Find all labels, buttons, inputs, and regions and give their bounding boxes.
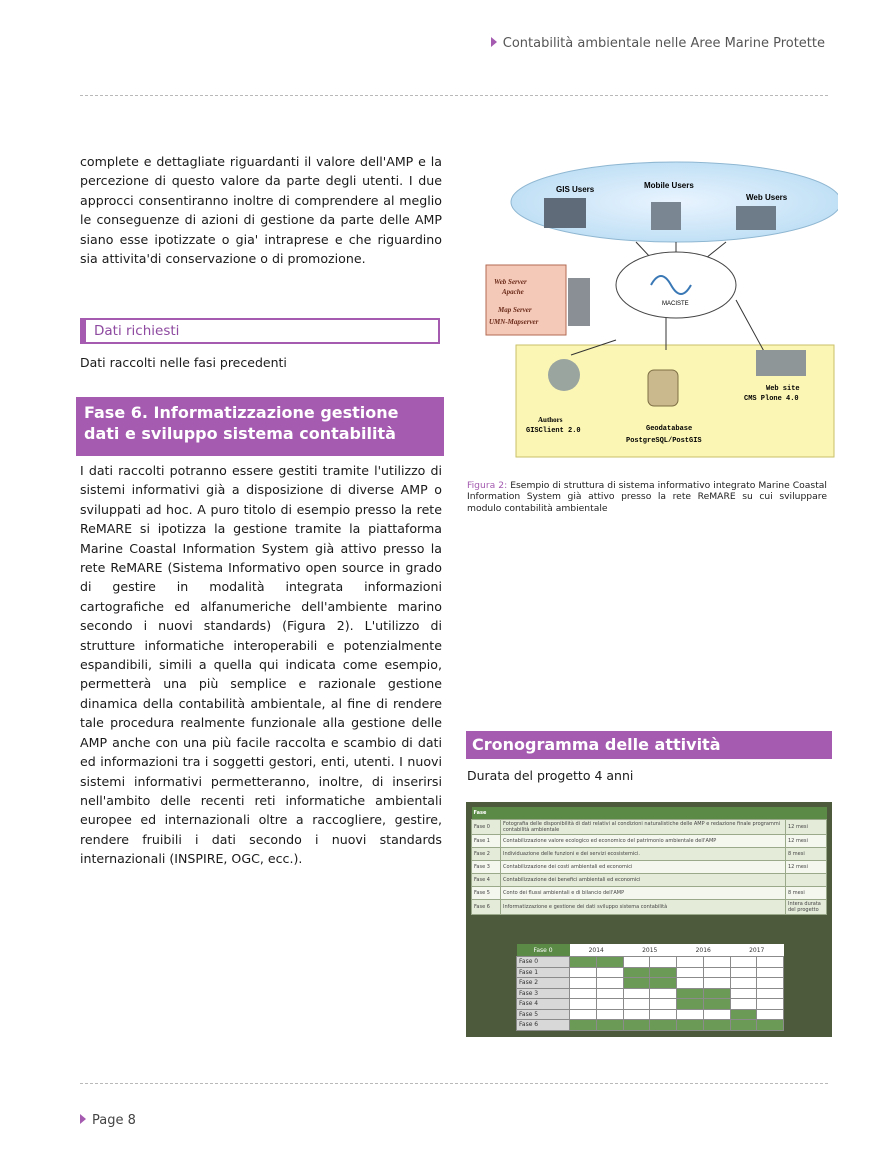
arrow [706,242,726,258]
geodatabase-label: Geodatabase [646,425,693,433]
gantt-bar-cell [596,978,623,989]
umn-label: UMN-Mapserver [489,318,539,326]
gantt-bar-cell [623,967,650,978]
gantt-bar-cell [730,1009,757,1020]
gantt-bar-cell [677,1020,704,1031]
phase-row [472,861,827,874]
gantt-bar-cell [623,978,650,989]
gantt-bar-cell [757,1009,784,1020]
gantt-bar-cell [677,967,704,978]
phase-fase-cell: Fase 6 [472,900,501,915]
gantt-chart [516,944,784,1031]
gantt-bar-cell [677,957,704,968]
gantt-year-label: 2016 [677,944,731,957]
gantt-bar-cell [570,978,597,989]
gisclient-label: GISClient 2.0 [526,427,581,435]
gantt-bar-cell [703,988,730,999]
gantt-bar-cell [757,957,784,968]
phase-dur-cell: 12 mesi [786,861,827,874]
gantt-bar-cell [730,988,757,999]
phase-desc-cell: Individuazione delle funzioni e dei servizi ecosistemici. [501,848,786,861]
phase-fase-cell: Fase 2 [472,848,501,861]
phase-dur-cell: 12 mesi [786,820,827,835]
phase-desc-cell: Contabilizzazione dei benefici ambientali ed economici [501,874,786,887]
page-number-text: Page 8 [92,1113,136,1128]
phase-fase-cell: Fase 4 [472,874,501,887]
dati-richiesti-heading-text: Dati richiesti [94,323,180,339]
gantt-bar-cell [730,967,757,978]
gantt-year-label: 2017 [730,944,784,957]
gantt-year-label: 2014 [570,944,624,957]
cronogramma-table-image [466,802,832,1037]
gantt-bar-cell [570,1009,597,1020]
gantt-row [517,1009,784,1020]
gantt-bar-cell [570,999,597,1010]
gis-users-label: GIS Users [556,185,595,194]
gantt-year-label: 2015 [623,944,677,957]
phase-dur-cell: 12 mesi [786,835,827,848]
authors-icon [548,359,580,391]
web-users-label: Web Users [746,193,788,202]
phase-fase-cell: Fase 3 [472,861,501,874]
phase-desc-cell: Contabilizzazione valore ecologico ed economico del patrimonio ambientale dell'AMP [501,835,786,848]
gantt-bar-cell [596,1020,623,1031]
gantt-bar-cell [703,999,730,1010]
gantt-bar-cell [570,1020,597,1031]
phase-fase-cell: Fase 5 [472,887,501,900]
gantt-bar-cell [757,967,784,978]
gantt-bar-cell [703,1020,730,1031]
phase-dur-cell [786,874,827,887]
durata-text: Durata del progetto 4 anni [467,768,634,783]
gantt-bar-cell [677,978,704,989]
gantt-phase-label: Fase 0 [517,957,570,968]
gantt-bar-cell [596,999,623,1010]
phases-table-header: Fase [472,807,827,820]
fase6-paragraph: I dati raccolti potranno essere gestiti tramite l'utilizzo di sistemi informativi già a disposizione di diverse AMP o sviluppati ad hoc. A puro titolo di esempio presso la rete ReMARE si ipotizza la gestione tramite la piattaforma Marine Coastal Information System già attivo presso la rete ReMARE (Sistema Informativo open source in grado di gestire in modalità integrata informazioni cartografiche ed alfanumeriche dell'ambiente marino secondo i nuovi standards) (Figura 2). L'utilizzo di strutture informatiche interoperabili e potenzialmente espandibili, simili a quella qui indicata come esempio, permetterà una più semplice e razionale gestione dinamica della contabilità ambientale, al fine di rendere tale procedura realmente funzionale alla gestione delle AMP anche con una più facile raccolta e scambio di dati ed informazioni tra i soggetti gestori, enti, utenti. I nuovi sistemi informativi permetteranno, inoltre, di inserirsi nell'ambito delle recenti reti informatiche ambientali europee ed internazionali oltre a raccogliere, gestire, rendere fruibili i dati secondo i nuovi standards internazionali (INSPIRE, OGC, ecc.). [80,463,442,867]
gantt-bar-cell [570,967,597,978]
gantt-bar-cell [623,988,650,999]
gantt-bar-cell [596,957,623,968]
gantt-bar-cell [623,957,650,968]
phase-row [472,874,827,887]
phase-row [472,900,827,915]
maciste-cloud [616,252,736,318]
gantt-bar-cell [650,1009,677,1020]
phase-desc-cell: Informatizzazione e gestione dei dati sviluppo sistema contabilità [501,900,786,915]
gantt-bar-cell [650,967,677,978]
gantt-row [517,967,784,978]
geodatabase-icon [648,370,678,406]
gantt-bar-cell [623,1009,650,1020]
phase-fase-cell: Fase 0 [472,820,501,835]
gantt-row [517,999,784,1010]
phase-row [472,848,827,861]
postgres-label: PostgreSQL/PostGIS [626,437,702,445]
phase-desc-cell: Conto dei flussi ambientali e di bilancio dell'AMP [501,887,786,900]
phase-dur-cell: Intera durata del progetto [786,900,827,915]
figure-caption-text: Esempio di struttura di sistema informativo integrato Marine Coastal Information System già attivo presso la rete ReMARE su cui sviluppare modulo contabilità ambientale [467,480,827,514]
gantt-bar-cell [650,1020,677,1031]
gantt-bar-cell [596,1009,623,1020]
gantt-phase-label: Fase 5 [517,1009,570,1020]
dati-richiesti-text: Dati raccolti nelle fasi precedenti [80,355,287,370]
authors-label: Authors [538,416,563,424]
header-divider [80,95,828,96]
apache-label: Apache [502,288,524,296]
gantt-bar-cell [596,967,623,978]
triangle-bullet-icon [80,1114,86,1124]
gantt-bar-cell [730,1020,757,1031]
gantt-bar-cell [677,988,704,999]
gantt-bar-cell [650,978,677,989]
phase-row [472,820,827,835]
gantt-phase-label: Fase 6 [517,1020,570,1031]
gantt-bar-cell [596,988,623,999]
gantt-header-cell: Fase 0 [517,944,570,957]
cms-label: CMS Plone 4.0 [744,395,799,403]
phase-dur-cell: 8 mesi [786,848,827,861]
running-header [491,36,825,51]
gantt-bar-cell [757,988,784,999]
gantt-row [517,988,784,999]
gantt-bar-cell [703,978,730,989]
gantt-bar-cell [623,999,650,1010]
gantt-bar-cell [757,1020,784,1031]
maciste-label: MACISTE [662,301,689,307]
figure-caption [467,480,827,514]
gantt-phase-label: Fase 1 [517,967,570,978]
gantt-phase-label: Fase 2 [517,978,570,989]
phase-row [472,835,827,848]
gantt-bar-cell [677,999,704,1010]
page-number [80,1113,136,1128]
footer-divider [80,1083,828,1084]
gantt-bar-cell [650,957,677,968]
server-tower-icon [568,278,590,326]
phase-dur-cell: 8 mesi [786,887,827,900]
gantt-bar-cell [677,1009,704,1020]
gantt-phase-label: Fase 4 [517,999,570,1010]
cronogramma-heading: Cronogramma delle attività [466,731,832,759]
gantt-bar-cell [757,978,784,989]
gantt-bar-cell [650,999,677,1010]
phase-desc-cell: Fotografia delle disponibilità di dati relativi al condizioni naturalistiche delle AMP e redazione finale programmi contabilità ambientale [501,820,786,835]
gantt-bar-cell [570,957,597,968]
triangle-bullet-icon [491,37,497,47]
phase-desc-cell: Contabilizzazione dei costi ambientali ed economici [501,861,786,874]
gantt-bar-cell [757,999,784,1010]
mobile-users-device-icon [651,202,681,230]
web-server-label: Web Server [494,278,527,286]
gantt-bar-cell [730,999,757,1010]
gantt-bar-cell [730,957,757,968]
gantt-bar-cell [703,967,730,978]
gantt-bar-cell [650,988,677,999]
gis-users-monitor-icon [544,198,586,228]
dati-richiesti-heading [80,318,440,344]
system-diagram-figure [476,150,838,460]
web-site-icon [756,350,806,376]
web-site-label: Web site [766,385,800,393]
fase6-heading: Fase 6. Informatizzazione gestione dati e sviluppo sistema contabilità [76,397,444,456]
phases-table [471,807,827,915]
gantt-bar-cell [730,978,757,989]
phase-fase-cell: Fase 1 [472,835,501,848]
phase-row [472,887,827,900]
gantt-bar-cell [703,1009,730,1020]
system-diagram [476,150,838,460]
running-header-text: Contabilità ambientale nelle Aree Marine Protette [502,36,825,51]
gantt-row [517,1020,784,1031]
gantt-row [517,957,784,968]
gantt-bar-cell [703,957,730,968]
map-server-label: Map Server [498,306,532,314]
intro-paragraph: complete e dettagliate riguardanti il valore dell'AMP e la percezione di questo valore da parte degli utenti. I due approcci consentiranno inoltre di comprendere al meglio le conseguenze di azioni di gestione da parte delle AMP siano esse ipotizzate o gia' intraprese e che riguardino sia attivita'di conservazione o di promozione. [80,154,442,267]
mobile-users-label: Mobile Users [644,181,694,190]
gantt-bar-cell [623,1020,650,1031]
figure-caption-label: Figura 2: [467,480,508,491]
gantt-phase-label: Fase 3 [517,988,570,999]
web-users-laptop-icon [736,206,776,230]
gantt-bar-cell [570,988,597,999]
gantt-row [517,978,784,989]
